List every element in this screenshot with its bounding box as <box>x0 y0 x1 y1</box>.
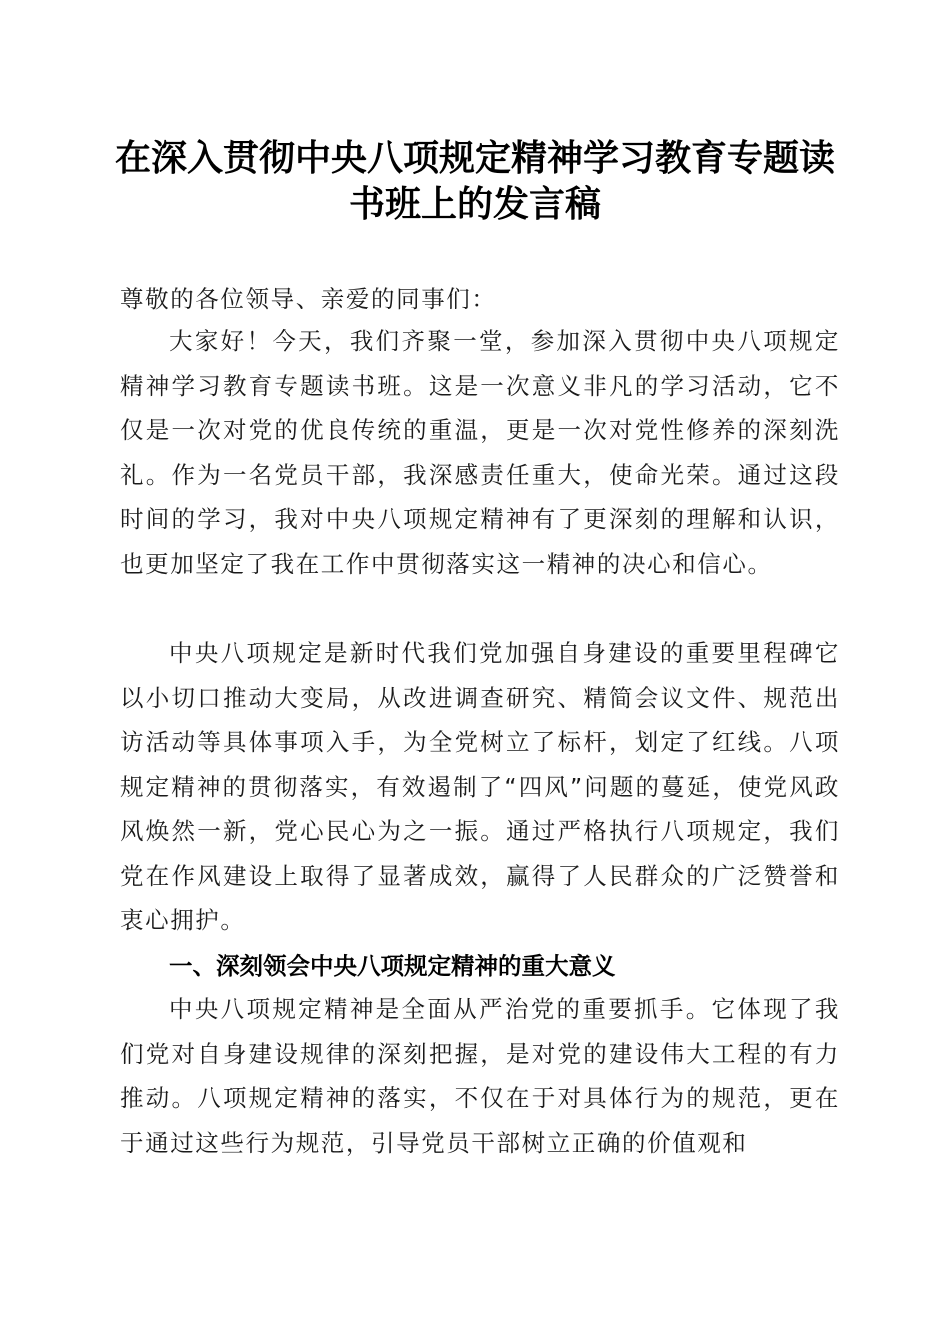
section-heading-1: 一、深刻领会中央八项规定精神的重大意义 <box>169 952 616 980</box>
salutation: 尊敬的各位领导、亲爱的同事们： <box>120 285 497 313</box>
document-title-line-2: 书班上的发言稿 <box>348 183 601 225</box>
document-title-line-1: 在深入贯彻中央八项规定精神学习教育专题读 <box>114 137 835 179</box>
paragraph-1: 大家好！今天，我们齐聚一堂，参加深入贯彻中央八项规定精神学习教育专题读书班。这是一次意义非凡的学习活动，它不仅是一次对党的优良传统的重温，更是一次对党性修养的深刻洗礼。作为一名党员干部，我深感责任重大，使命光荣。通过这段时间的学习，我对中央八项规定精神有了更深刻的理解和认识，也更加坚定了我在工作中贯彻落实这一精神的决心和信心。 <box>120 327 840 578</box>
paragraph-3: 中央八项规定精神是全面从严治党的重要抓手。它体现了我们党对自身建设规律的深刻把握，是对党的建设伟大工程的有力推动。八项规定精神的落实，不仅在于对具体行为的规范，更在于通过这些行为规范，引导党员干部树立正确的价值观和 <box>120 995 840 1157</box>
paragraph-2: 中央八项规定是新时代我们党加强自身建设的重要里程碑它以小切口推动大变局，从改进调查研究、精简会议文件、规范出访活动等具体事项入手，为全党树立了标杆，划定了红线。八项规定精神的贯彻落实，有效遏制了“四风”问题的蔓延，使党风政风焕然一新，党心民心为之一振。通过严格执行八项规定，我们党在作风建设上取得了显著成效，赢得了人民群众的广泛赞誉和衷心拥护。 <box>120 639 840 934</box>
